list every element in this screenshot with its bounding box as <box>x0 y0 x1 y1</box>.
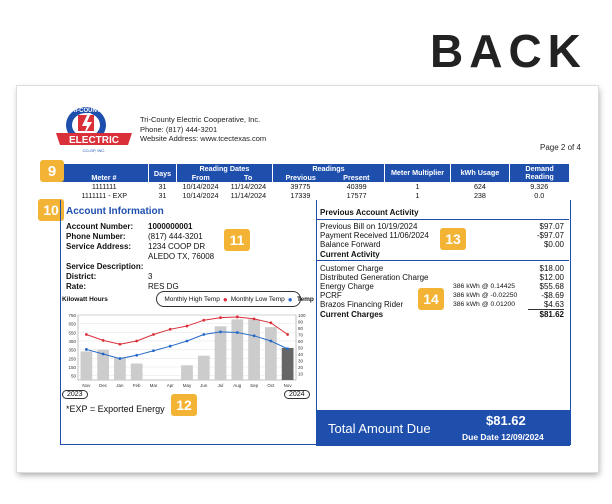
total-due-label: Total Amount Due <box>328 421 431 436</box>
xtick-label: Feb <box>132 383 141 388</box>
service-description-label: Service Description: <box>66 262 144 271</box>
xtick-label: Jul <box>217 383 224 388</box>
table-row <box>60 191 569 200</box>
coop-website[interactable]: Website Address: www.tcectexas.com <box>140 134 267 143</box>
high-temp-point <box>119 343 122 346</box>
usage-bar <box>198 356 210 380</box>
ytick-left: 450 <box>68 339 76 344</box>
cell-previous: 17339 <box>290 191 311 200</box>
xtick-label: Dec <box>99 383 108 388</box>
phone-label: Phone Number: <box>66 232 126 241</box>
callout-badge-13: 13 <box>440 228 466 250</box>
total-due-amount: $81.62 <box>486 413 526 428</box>
ytick-right: 70 <box>298 332 304 338</box>
xtick-label: Mar <box>149 383 158 388</box>
high-temp-point <box>219 316 222 319</box>
previous-bill-amount: $97.07 <box>539 222 564 231</box>
service-address-line2: ALEDO TX, 76008 <box>148 252 215 261</box>
brazos-rider-calc: 386 kWh @ 0.01200 <box>453 301 516 308</box>
pcrf-calc: 386 kWh @ -0.02250 <box>453 292 518 299</box>
usage-bar <box>265 327 277 380</box>
chart-year-start: 2023 <box>62 390 88 399</box>
dg-charge-label: Distributed Generation Charge <box>320 273 429 282</box>
legend-high-dot: ● <box>222 294 228 304</box>
service-address-line1: 1234 COOP DR <box>148 242 206 251</box>
callout-badge-10: 10 <box>38 199 64 221</box>
legend-low-label: Monthly Low Temp <box>230 295 285 303</box>
th-demand: Demand Reading <box>510 164 569 182</box>
cell-kwh: 624 <box>473 182 486 191</box>
usage-bar <box>131 364 143 380</box>
energy-charge-calc: 386 kWh @ 0.14425 <box>453 283 516 290</box>
current-charges-label: Current Charges <box>320 310 384 319</box>
cell-days: 31 <box>158 182 167 191</box>
xtick-label: Apr <box>166 383 174 388</box>
xtick-label: Sep <box>250 383 259 388</box>
ytick-right: 30 <box>298 358 304 364</box>
low-temp-point <box>219 331 222 334</box>
high-temp-point <box>286 333 289 336</box>
callout-badge-9: 9 <box>40 160 64 182</box>
th-previous: Previous <box>272 173 328 182</box>
usage-bar <box>181 365 193 380</box>
account-info-title: Account Information <box>66 206 164 217</box>
ytick-right: 90 <box>298 319 304 325</box>
service-address-label: Service Address: <box>66 242 132 251</box>
ytick-left: 650 <box>68 321 76 327</box>
previous-activity-title: Previous Account Activity <box>320 208 419 217</box>
low-temp-point <box>236 331 239 334</box>
usage-bar <box>215 326 227 380</box>
legend-low-dot: ● <box>287 294 293 304</box>
cell-present: 40399 <box>346 182 367 191</box>
xtick-label: Aug <box>233 383 242 388</box>
low-temp-point <box>135 354 138 357</box>
ytick-right: 10 <box>298 371 304 377</box>
high-temp-point <box>169 328 172 331</box>
usage-bar <box>81 351 93 380</box>
ytick-right: 50 <box>298 345 304 351</box>
low-temp-point <box>253 334 256 337</box>
cell-demand: 0.0 <box>534 191 545 200</box>
low-temp-point <box>85 348 88 351</box>
legend-high-label: Monthly High Temp <box>164 295 220 303</box>
chart-ylabel-left: Kilowatt Hours <box>62 296 108 303</box>
coop-contact <box>140 115 266 144</box>
cell-to: 11/14/2024 <box>230 182 267 191</box>
ytick-left: 750 <box>68 313 76 318</box>
callout-badge-14: 14 <box>418 288 444 310</box>
divider <box>317 219 569 220</box>
ytick-left: 150 <box>68 365 76 370</box>
energy-charge-label: Energy Charge <box>320 282 374 291</box>
th-present: Present <box>329 173 385 182</box>
th-kwh: kWh Usage <box>450 164 509 182</box>
xtick-label: May <box>182 383 192 388</box>
high-temp-point <box>186 325 189 328</box>
callout-badge-12: 12 <box>171 394 197 416</box>
coop-phone: Phone: (817) 444-3201 <box>140 124 218 134</box>
balance-forward-label: Balance Forward <box>320 240 381 249</box>
logo-coop-text: CO-OP, INC. <box>82 148 106 153</box>
cell-from: 10/14/2024 <box>182 191 219 200</box>
ytick-left: 350 <box>68 347 76 353</box>
low-temp-point <box>119 357 122 360</box>
meter-reading-table <box>60 164 569 200</box>
callout-badge-11: 11 <box>224 229 250 251</box>
divider <box>317 260 569 261</box>
customer-charge-label: Customer Charge <box>320 264 384 273</box>
payment-received-label: Payment Received 11/06/2024 <box>320 231 429 240</box>
cell-mult: 1 <box>415 182 420 191</box>
chart-year-end: 2024 <box>284 390 310 399</box>
high-temp-point <box>152 333 155 336</box>
account-number: 1000000001 <box>148 222 193 231</box>
district-value: 3 <box>148 272 153 281</box>
high-temp-point <box>253 318 256 321</box>
cell-days: 31 <box>158 191 167 200</box>
cell-previous: 39775 <box>290 182 311 191</box>
low-temp-point <box>269 340 272 343</box>
low-temp-point <box>152 349 155 352</box>
low-temp-point <box>102 353 105 356</box>
cell-from: 10/14/2024 <box>182 182 219 191</box>
pcrf-label: PCRF <box>320 291 342 300</box>
cell-demand: 9.326 <box>530 182 549 191</box>
pcrf-amount: -$8.69 <box>541 291 564 300</box>
th-days: Days <box>148 164 176 182</box>
due-date: Due Date 12/09/2024 <box>462 432 544 442</box>
balance-forward-amount: $0.00 <box>543 240 564 249</box>
low-temp-point <box>186 340 189 343</box>
exported-energy-footnote: *EXP = Exported Energy <box>66 404 165 414</box>
energy-charge-amount: $55.68 <box>539 282 564 291</box>
th-reading-dates: Reading Dates <box>177 164 273 173</box>
dg-charge-amount: $12.00 <box>539 273 564 282</box>
customer-charge-amount: $18.00 <box>539 264 564 273</box>
xtick-label: Jun <box>200 383 208 388</box>
high-temp-point <box>202 319 205 322</box>
rate-value: RES DG <box>148 282 179 291</box>
th-meter: Meter # <box>60 164 148 182</box>
rate-label: Rate: <box>66 282 87 291</box>
th-readings: Readings <box>272 164 384 173</box>
ytick-left: 50 <box>70 373 76 379</box>
previous-bill-label: Previous Bill on 10/19/2024 <box>320 222 418 231</box>
phone-number: (817) 444-3201 <box>148 232 203 241</box>
ytick-right: 40 <box>298 352 304 357</box>
xtick-label: Jan <box>116 383 124 388</box>
account-number-label: Account Number: <box>66 222 134 231</box>
th-multiplier: Meter Multiplier <box>385 164 451 182</box>
low-temp-point <box>202 333 205 336</box>
low-temp-point <box>169 345 172 348</box>
high-temp-point <box>236 316 239 319</box>
logo-tricounty-text: TRI-COUNTY <box>67 108 105 114</box>
current-charges-amount: $81.62 <box>539 310 564 319</box>
usage-bar <box>282 348 294 380</box>
cell-to: 11/14/2024 <box>230 191 267 200</box>
cell-mult: 1 <box>415 191 420 200</box>
ytick-right: 20 <box>298 365 304 370</box>
ytick-right: 80 <box>298 326 304 331</box>
low-temp-point <box>286 347 289 350</box>
brazos-rider-amount: $4.63 <box>543 300 564 309</box>
high-temp-point <box>269 321 272 324</box>
cell-meter: 1111111 - EXP <box>81 191 127 200</box>
district-label: District: <box>66 272 97 281</box>
coop-name: Tri-County Electric Cooperative, Inc. <box>140 115 261 124</box>
high-temp-point <box>135 340 138 343</box>
chart-ylabel-right: Temp <box>297 296 314 303</box>
ytick-left: 250 <box>68 356 76 362</box>
usage-chart <box>60 305 315 405</box>
xtick-label: Nov <box>283 383 292 388</box>
xtick-label: Oct <box>267 383 275 388</box>
th-from: From <box>177 173 225 182</box>
cell-meter: 1111111 <box>91 182 117 191</box>
logo-electric-text: ELECTRIC <box>69 135 119 146</box>
cell-present: 17577 <box>346 191 367 200</box>
xtick-label: Nov <box>82 383 91 388</box>
ytick-right: 60 <box>298 339 304 344</box>
ytick-left: 550 <box>68 330 76 336</box>
high-temp-point <box>102 339 105 342</box>
page-number: Page 2 of 4 <box>540 143 581 152</box>
ytick-right: 100 <box>298 313 306 318</box>
usage-bar <box>114 357 126 380</box>
high-temp-point <box>85 333 88 336</box>
brazos-rider-label: Brazos Financing Rider <box>320 300 404 309</box>
current-activity-title: Current Activity <box>320 250 380 259</box>
side-label: BACK <box>430 25 587 77</box>
table-row <box>60 182 569 191</box>
usage-bar <box>231 319 243 380</box>
payment-received-amount: -$97.07 <box>536 231 564 240</box>
usage-bar <box>248 319 260 380</box>
cell-kwh: 238 <box>473 191 486 200</box>
th-to: To <box>224 173 272 182</box>
coop-logo <box>54 103 134 155</box>
